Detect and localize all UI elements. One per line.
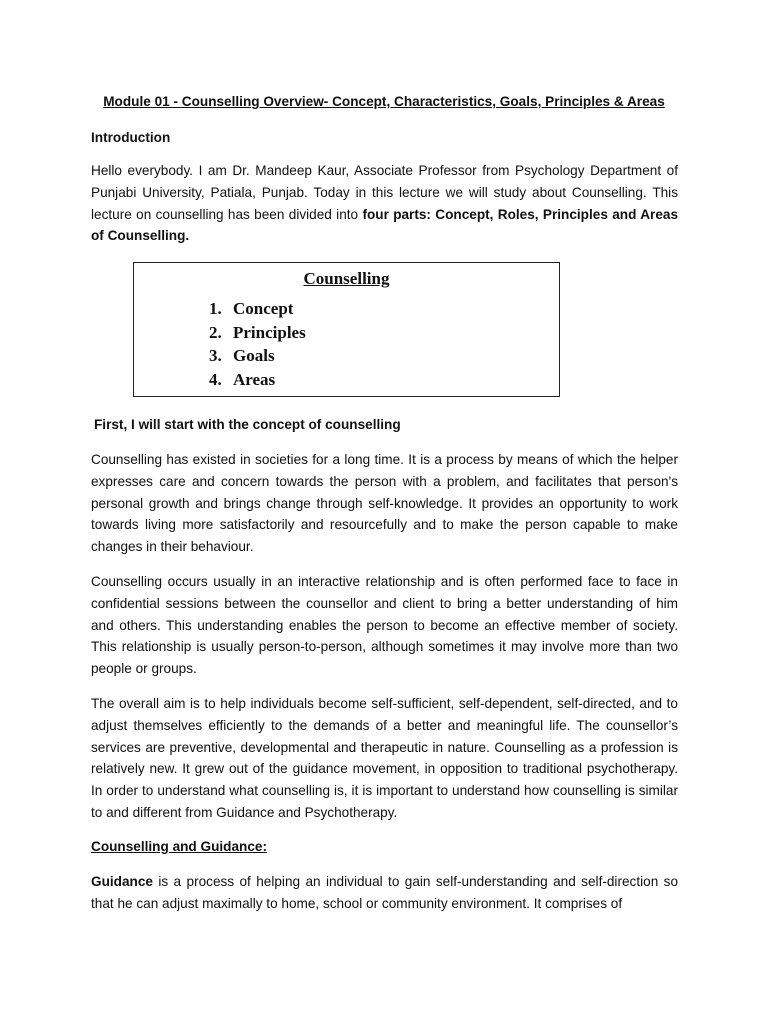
outline-item-number: 4. — [209, 369, 222, 389]
outline-item-label: Areas — [233, 369, 276, 389]
introduction-paragraph — [91, 160, 678, 247]
outline-item-number: 1. — [209, 299, 222, 318]
counselling-outline-box — [133, 262, 560, 397]
outline-item — [209, 344, 306, 368]
concept-paragraph-3: The overall aim is to help individuals become self-sufficient, self-dependent, self-directed, and to adjust themselves efficiently to the demands of a better and meaningful life. The counsellor’s services are preventive, developmental and therapeutic in nature. Counselling as a profession is relatively new. It grew out of the guidance movement, in opposition to traditional psychotherapy. In order to understand what counselling is, it is important to understand how counselling is similar to and different from Guidance and Psychotherapy. — [91, 696, 678, 820]
outline-item-number: 2. — [209, 322, 222, 342]
concept-paragraph-2: Counselling occurs usually in an interactive relationship and is often performed face to face in confidential sessions between the counsellor and client to bring a better understanding of him and others. This understanding enables the person to become an effective member of society. This relationship is usually person-to-person, although sometimes it may involve more than two people or groups. — [91, 574, 678, 677]
guidance-text: is a process of helping an individual to gain self-understanding and self-direction so that he can adjust maximally to home, school or community environment. It comprises of — [91, 874, 678, 911]
concept-heading: First, I will start with the concept of counselling — [94, 417, 401, 432]
outline-item-label: Concept — [233, 299, 294, 318]
introduction-heading: Introduction — [91, 130, 171, 145]
outline-list — [209, 297, 306, 391]
outline-title: Counselling — [303, 269, 390, 288]
outline-item — [209, 297, 306, 321]
introduction-text: Hello everybody. I am Dr. Mandeep Kaur, Associate Professor from Psychology Department of Punjabi University, Patiala, Punjab. Today in this lecture we will study about Counselling. This lecture on counselling has been divided into — [91, 163, 678, 222]
module-title: Module 01 - Counselling Overview- Concept, Characteristics, Goals, Principles & Areas — [103, 94, 665, 109]
introduction-bold-text: four parts: Concept, Roles, Principles and Areas of Counselling. — [91, 206, 679, 244]
outline-item — [209, 368, 306, 392]
guidance-term: Guidance — [91, 874, 153, 889]
outline-item-label: Principles — [233, 322, 306, 342]
guidance-paragraph — [91, 871, 678, 915]
concept-paragraph-1: Counselling has existed in societies for a long time. It is a process by means of which the helper expresses care and concern towards the person with a problem, and facilitates that person's personal growth and brings change through self-knowledge. It provides an opportunity to work towards living more satisfactorily and resourcefully and to make the person capable to make changes in their behaviour. — [91, 452, 678, 555]
outline-item-label: Goals — [233, 346, 275, 365]
outline-item — [209, 321, 306, 345]
outline-item-number: 3. — [209, 346, 222, 365]
guidance-heading: Counselling and Guidance: — [91, 839, 267, 854]
